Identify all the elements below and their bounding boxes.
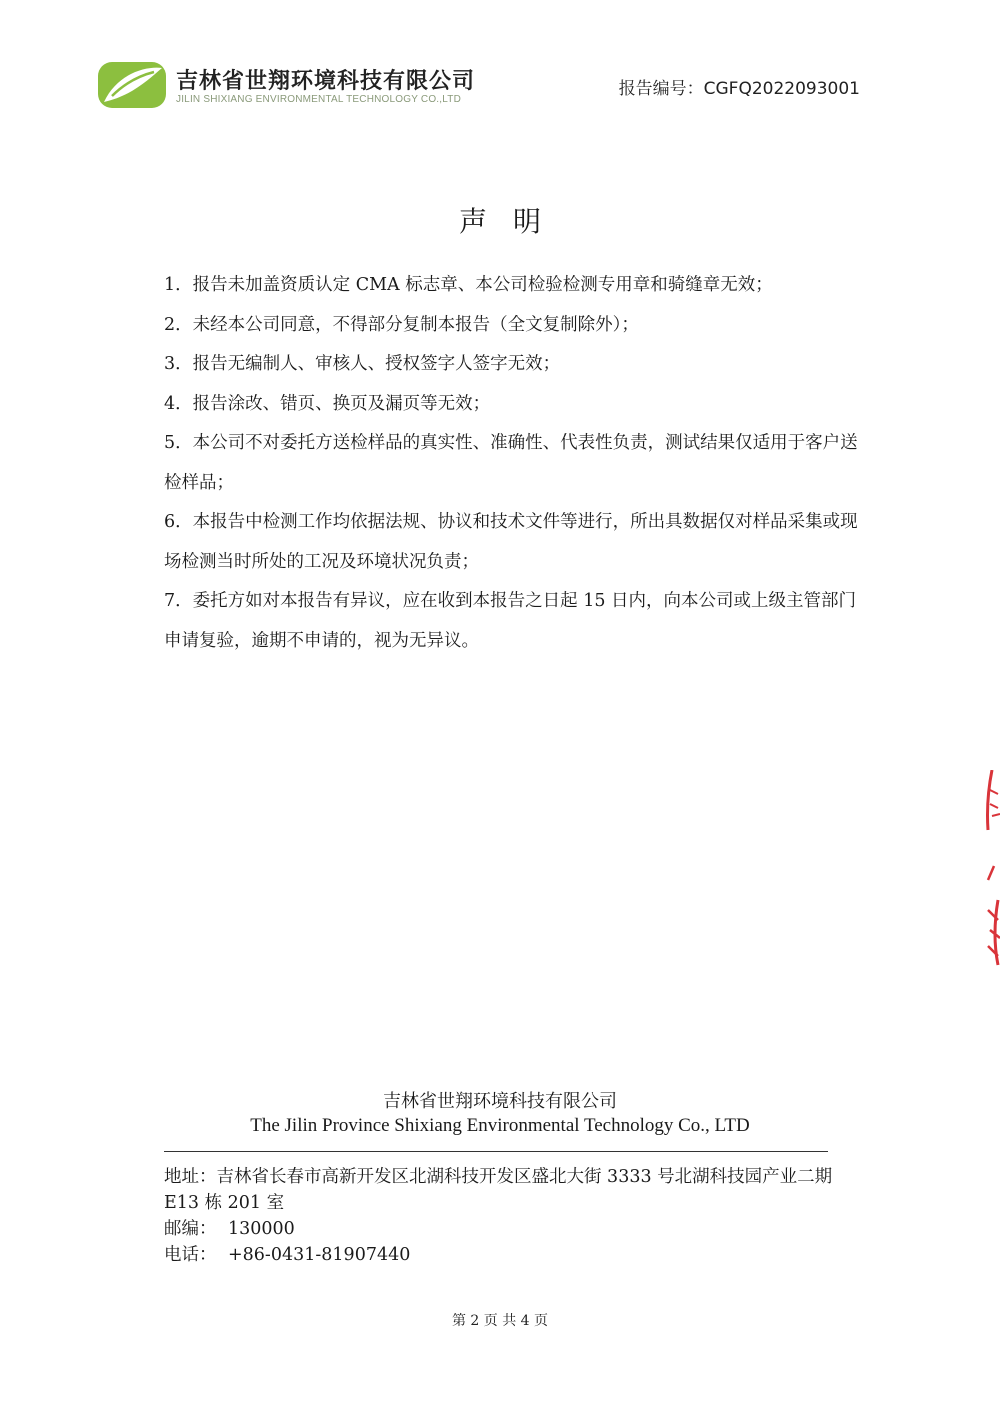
report-number-value: CGFQ2022093001 [703,79,860,99]
footer-divider [164,1151,828,1152]
declaration-clause: 7．委托方如对本报告有异议，应在收到本报告之日起 15 日内，向本公司或上级主管部门申请复验，逾期不申请的，视为无异议。 [164,591,857,651]
document-header [98,62,868,112]
address-value: 吉林省长春市高新开发区北湖科技开发区盛北大街 3333 号北湖科技园产业二期 E13 栋 201 室 [164,1167,833,1213]
phone-value: +86-0431-81907440 [228,1245,411,1265]
red-seal-fragment-icon [982,770,1000,970]
page-title: 声明 [458,205,567,238]
declaration-clause: 4．报告涂改、错页、换页及漏页等无效； [164,393,491,414]
postcode-value: 130000 [228,1219,295,1239]
company-name-en: JILIN SHIXIANG ENVIRONMENTAL TECHNOLOGY CO.,LTD [176,94,462,105]
phone-row [164,1242,864,1268]
declaration-clause: 2．未经本公司同意，不得部分复制本报告（全文复制除外）； [164,314,639,335]
postcode-row [164,1216,864,1242]
declaration-clause: 5．本公司不对委托方送检样品的真实性、准确性、代表性负责，测试结果仅适用于客户送检样品； [164,433,858,493]
company-name-cn: 吉林省世翔环境科技有限公司 [176,69,476,94]
declaration-list [164,266,864,661]
footer-company-name-en: The Jilin Province Shixiang Environmental Technology Co., LTD [250,1115,750,1136]
leaf-logo-icon [98,62,166,108]
address-label: 地址： [164,1167,217,1187]
declaration-clause: 3．报告无编制人、审核人、授权签字人签字无效； [164,354,561,374]
declaration-clause: 6．本报告中检测工作均依据法规、协议和技术文件等进行，所出具数据仅对样品采集或现场检测当时所处的工况及环境状况负责； [164,512,858,572]
report-number [619,74,860,99]
address-row [164,1164,864,1216]
contact-info [164,1164,864,1268]
phone-label: 电话： [164,1245,217,1265]
footer-company-name-cn: 吉林省世翔环境科技有限公司 [383,1091,617,1112]
declaration-clause: 1．报告未加盖资质认定 CMA 标志章、本公司检验检测专用章和骑缝章无效； [164,275,773,295]
report-number-label: 报告编号： [618,79,704,99]
page-number: 第 2 页 共 4 页 [451,1313,549,1329]
postcode-label: 邮编： [164,1219,217,1239]
